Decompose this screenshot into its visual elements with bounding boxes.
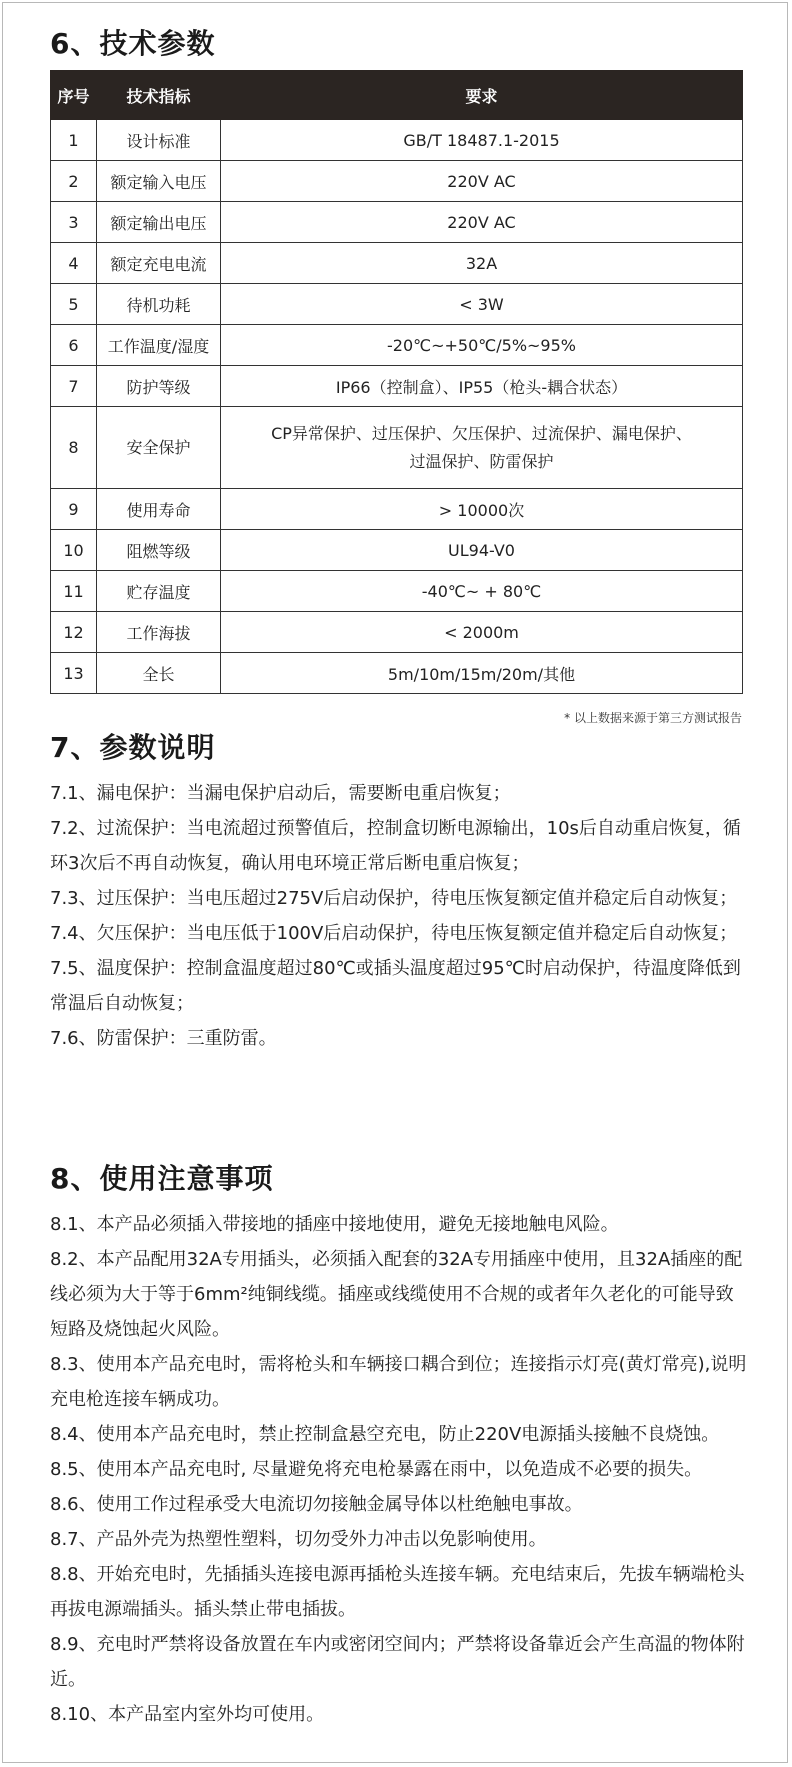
table-row xyxy=(51,571,743,612)
list-item: 7.3、过压保护：当电压超过275V后启动保护，待电压恢复额定值并稳定后自动恢复； xyxy=(50,888,738,909)
requirement-line-2: 过温保护、防雷保护 xyxy=(409,451,554,471)
list-item: 8.4、使用本产品充电时，禁止控制盒悬空充电，防止220V电源插头接触不良烧蚀。 xyxy=(50,1424,720,1445)
row-no: 12 xyxy=(51,612,97,653)
row-requirement: 5m/10m/15m/20m/其他 xyxy=(221,653,743,694)
row-name: 工作温度/湿度 xyxy=(97,325,221,366)
row-requirement: IP66（控制盒）、IP55（枪头-耦合状态） xyxy=(221,366,743,407)
row-name: 全长 xyxy=(97,653,221,694)
header-spec: 技术指标 xyxy=(97,71,221,120)
row-name: 额定充电电流 xyxy=(97,243,221,284)
list-item: 8.5、使用本产品充电时, 尽量避免将充电枪暴露在雨中，以免造成不必要的损失。 xyxy=(50,1459,703,1480)
row-name: 工作海拔 xyxy=(97,612,221,653)
row-requirement: < 3W xyxy=(221,284,743,325)
table-row xyxy=(51,489,743,530)
list-item: 7.4、欠压保护：当电压低于100V后启动保护，待电压恢复额定值并稳定后自动恢复； xyxy=(50,923,738,944)
list-item: 8.7、产品外壳为热塑性塑料，切勿受外力冲击以免影响使用。 xyxy=(50,1529,547,1550)
row-no: 2 xyxy=(51,161,97,202)
row-no: 6 xyxy=(51,325,97,366)
row-requirement: < 2000m xyxy=(221,612,743,653)
row-requirement: UL94-V0 xyxy=(221,530,743,571)
table-row xyxy=(51,407,743,489)
row-no: 8 xyxy=(51,407,97,489)
row-requirement: 32A xyxy=(221,243,743,284)
table-row xyxy=(51,366,743,407)
row-name: 使用寿命 xyxy=(97,489,221,530)
data-source-note: * 以上数据来源于第三方测试报告 xyxy=(564,711,742,725)
row-requirement: -40℃~ + 80℃ xyxy=(221,571,743,612)
list-item: 8.2、本产品配用32A专用插头，必须插入配套的32A专用插座中使用，且32A插座的配线必须为大于等于6mm²纯铜线缆。插座或线缆使用不合规的或者年久老化的可能导致短路及烧蚀起火风险。 xyxy=(50,1249,743,1340)
row-no: 1 xyxy=(51,120,97,161)
list-item: 7.2、过流保护：当电流超过预警值后，控制盒切断电源输出，10s后自动重启恢复，循环3次后不再自动恢复，确认用电环境正常后断电重启恢复； xyxy=(50,818,741,874)
table-row xyxy=(51,325,743,366)
section-8-title: 8、使用注意事项 xyxy=(50,1162,274,1195)
list-item: 7.5、温度保护：控制盒温度超过80℃或插头温度超过95℃时启动保护，待温度降低到常温后自动恢复； xyxy=(50,958,741,1014)
row-name: 安全保护 xyxy=(97,407,221,489)
row-requirement: GB/T 18487.1-2015 xyxy=(221,120,743,161)
list-item: 7.1、漏电保护：当漏电保护启动后，需要断电重启恢复； xyxy=(50,783,511,804)
section-7-title: 7、参数说明 xyxy=(50,731,216,764)
table-row xyxy=(51,284,743,325)
row-name: 贮存温度 xyxy=(97,571,221,612)
spec-table xyxy=(50,70,743,694)
table-row xyxy=(51,243,743,284)
table-header-row xyxy=(51,71,743,120)
row-requirement: 220V AC xyxy=(221,161,743,202)
list-item: 8.1、本产品必须插入带接地的插座中接地使用，避免无接地触电风险。 xyxy=(50,1214,619,1235)
list-item: 8.9、充电时严禁将设备放置在车内或密闭空间内；严禁将设备靠近会产生高温的物体附近。 xyxy=(50,1634,745,1690)
section-6-title: 6、技术参数 xyxy=(50,27,216,60)
table-row xyxy=(51,120,743,161)
table-row xyxy=(51,653,743,694)
table-row xyxy=(51,530,743,571)
row-no: 7 xyxy=(51,366,97,407)
row-name: 额定输入电压 xyxy=(97,161,221,202)
list-item: 8.3、使用本产品充电时，需将枪头和车辆接口耦合到位；连接指示灯亮(黄灯常亮),说明充电枪连接车辆成功。 xyxy=(50,1354,747,1410)
row-no: 11 xyxy=(51,571,97,612)
table-row xyxy=(51,161,743,202)
row-no: 3 xyxy=(51,202,97,243)
row-name: 阻燃等级 xyxy=(97,530,221,571)
requirement-line-1: CP异常保护、过压保护、欠压保护、过流保护、漏电保护、 xyxy=(271,423,692,443)
row-name: 额定输出电压 xyxy=(97,202,221,243)
row-requirement: > 10000次 xyxy=(221,489,743,530)
row-requirement: 220V AC xyxy=(221,202,743,243)
row-name: 防护等级 xyxy=(97,366,221,407)
row-name: 设计标准 xyxy=(97,120,221,161)
row-requirement: -20℃~+50℃/5%~95% xyxy=(221,325,743,366)
list-item: 7.6、防雷保护：三重防雷。 xyxy=(50,1028,277,1049)
row-name: 待机功耗 xyxy=(97,284,221,325)
table-row xyxy=(51,612,743,653)
table-row xyxy=(51,202,743,243)
row-no: 13 xyxy=(51,653,97,694)
section-8-body xyxy=(50,1207,750,1732)
header-no: 序号 xyxy=(51,71,97,120)
row-no: 4 xyxy=(51,243,97,284)
row-no: 9 xyxy=(51,489,97,530)
header-requirement: 要求 xyxy=(221,71,743,120)
list-item: 8.10、本产品室内室外均可使用。 xyxy=(50,1704,325,1725)
list-item: 8.8、开始充电时，先插插头连接电源再插枪头连接车辆。充电结束后，先拔车辆端枪头再拔电源端插头。插头禁止带电插拔。 xyxy=(50,1564,745,1620)
section-7-body xyxy=(50,776,750,1056)
row-no: 10 xyxy=(51,530,97,571)
row-no: 5 xyxy=(51,284,97,325)
list-item: 8.6、使用工作过程承受大电流切勿接触金属导体以杜绝触电事故。 xyxy=(50,1494,583,1515)
row-requirement xyxy=(221,407,743,489)
